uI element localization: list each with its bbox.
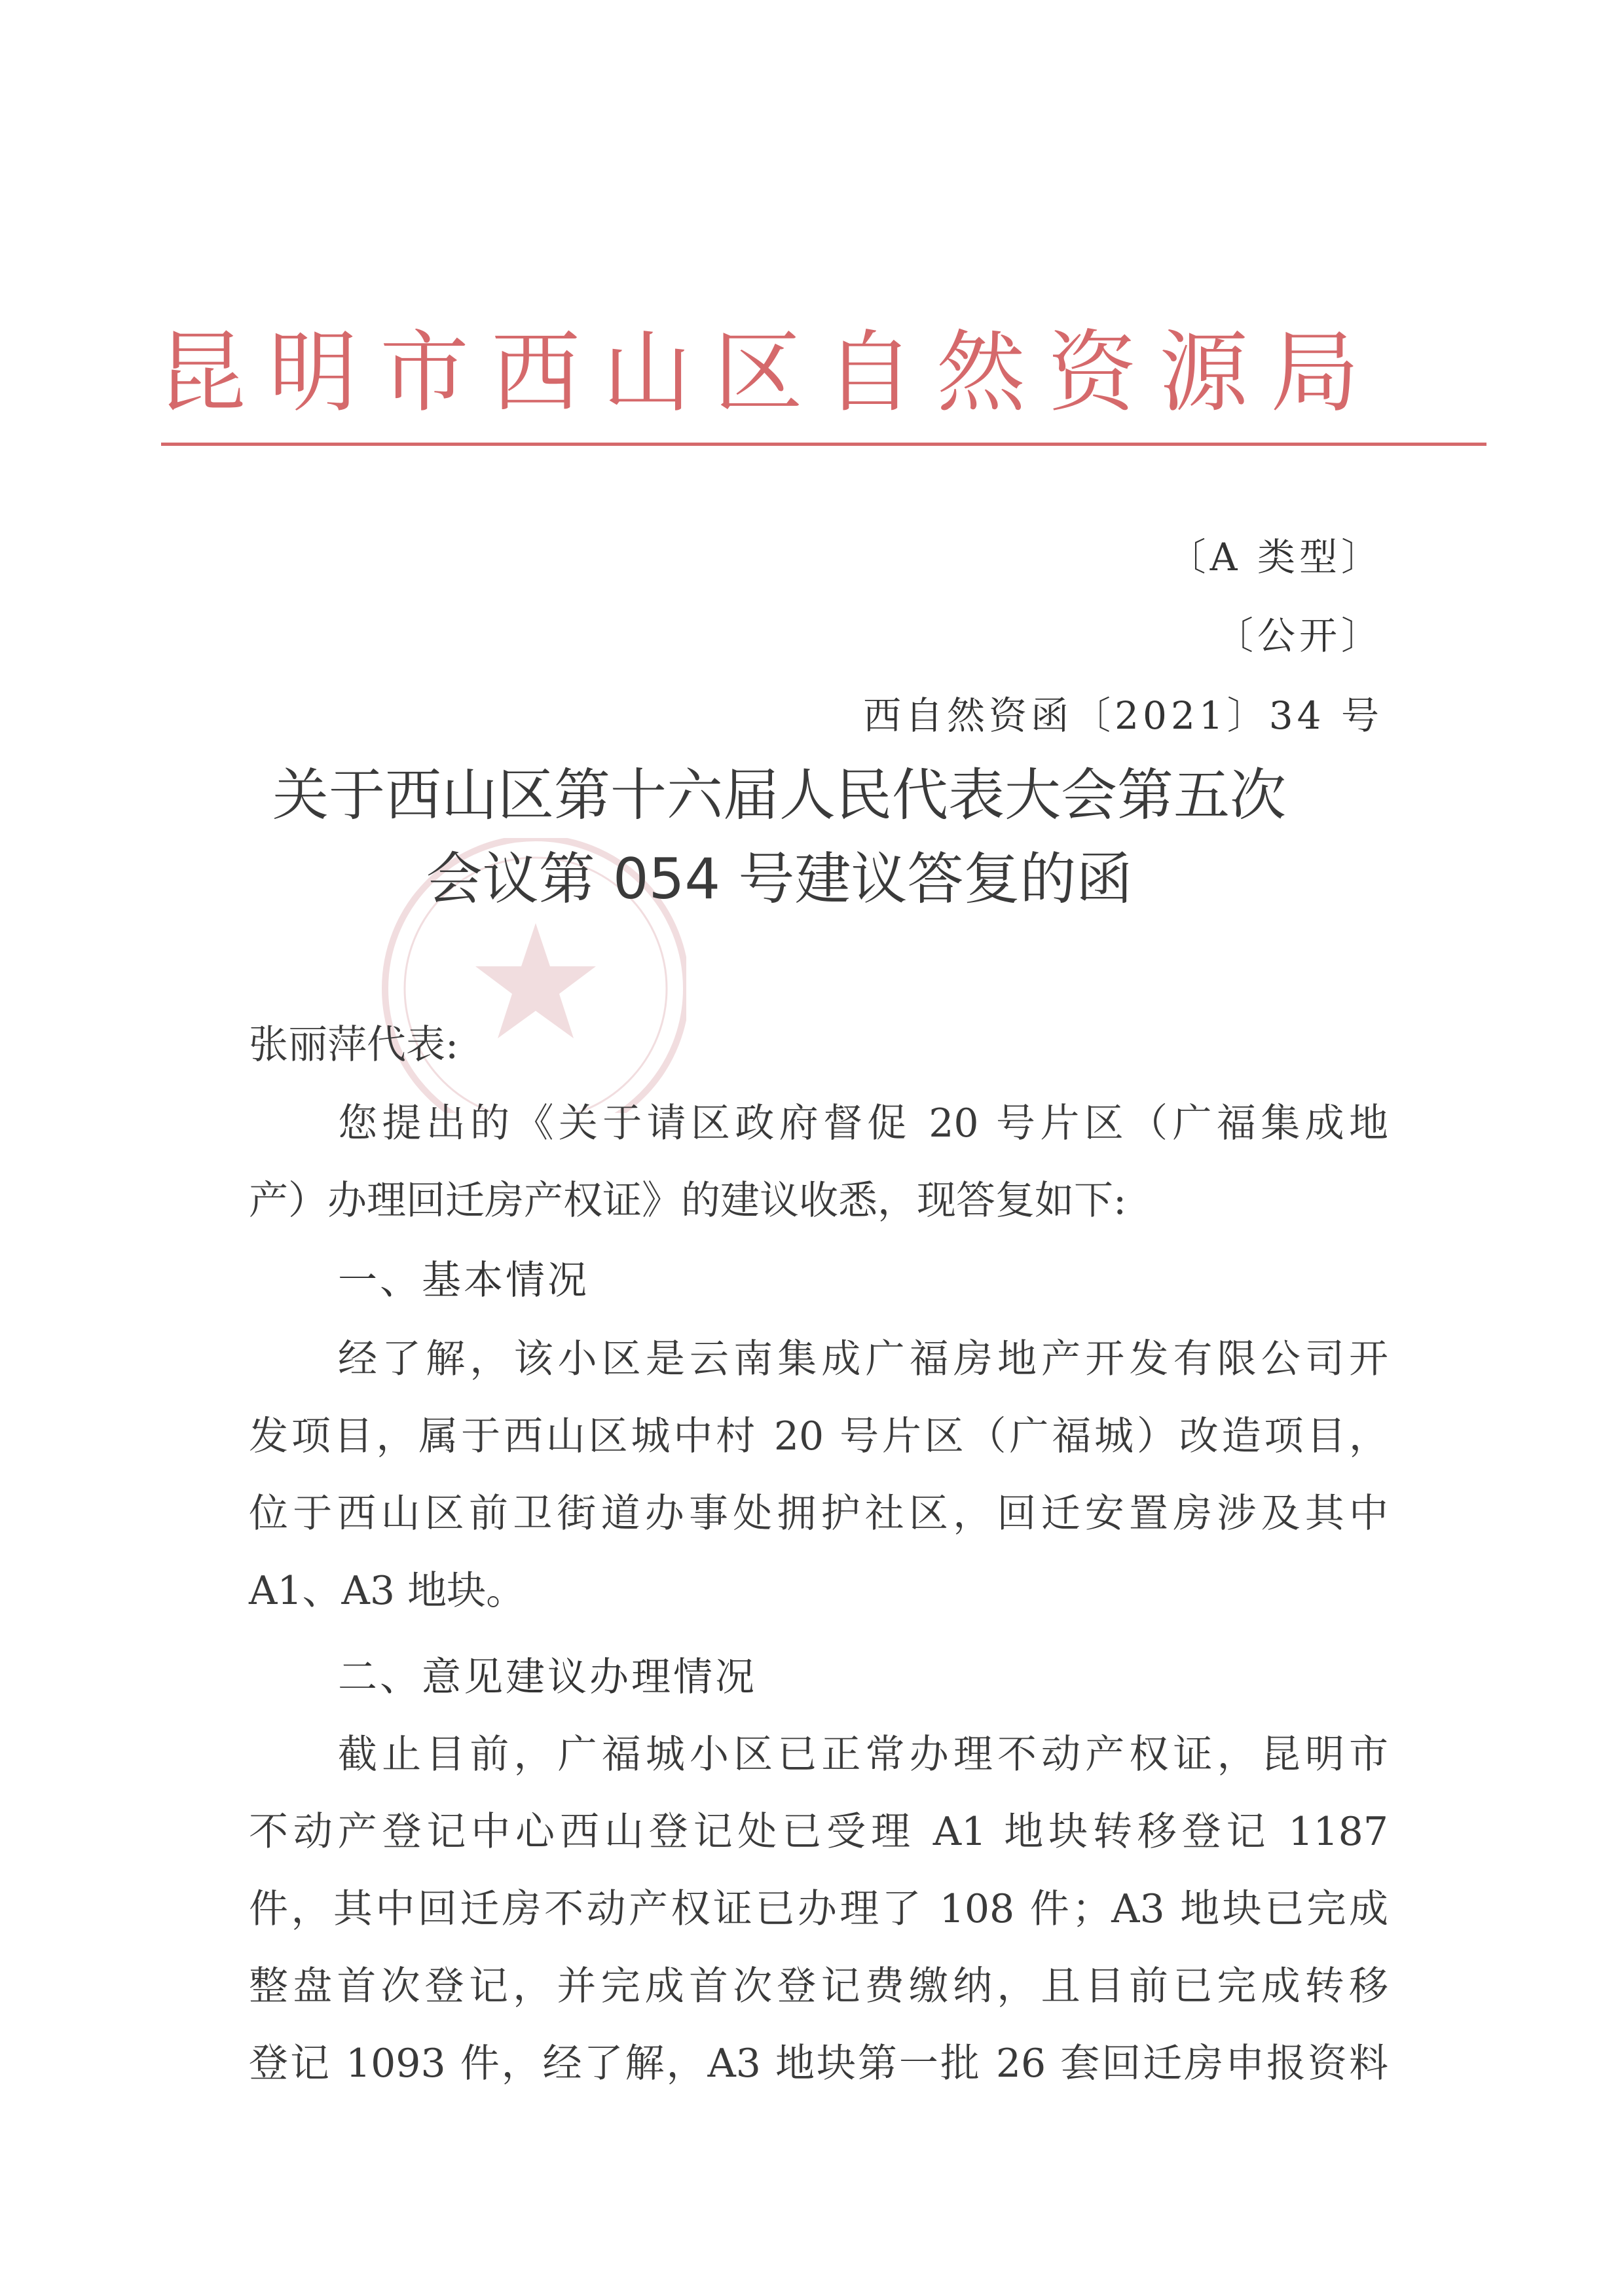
section-1-line: 经了解，该小区是云南集成广福房地产开发有限公司开 <box>338 1336 1388 1382</box>
doc-number: 西自然资函〔2021〕34 号 <box>863 693 1383 738</box>
section-2-line: 不动产登记中心西山登记处已受理 A1 地块转移登记 1187 <box>249 1809 1388 1855</box>
section-1-heading: 一、基本情况 <box>338 1258 589 1303</box>
doc-title-line-2: 会议第 054 号建议答复的函 <box>426 847 1133 912</box>
intro-line-1: 您提出的《关于请区政府督促 20 号片区（广福集成地 <box>338 1101 1388 1146</box>
letterhead-divider <box>161 443 1486 446</box>
intro-line-2: 产）办理回迁房产权证》的建议收悉，现答复如下: <box>249 1178 1127 1224</box>
section-2-line: 截止目前，广福城小区已正常办理不动产权证，昆明市 <box>338 1732 1388 1777</box>
section-2-line: 整盘首次登记，并完成首次登记费缴纳，且目前已完成转移 <box>249 1963 1388 2009</box>
section-1-line: 位于西山区前卫街道办事处拥护社区，回迁安置房涉及其中 <box>249 1491 1388 1537</box>
doc-category: 〔A 类型〕 <box>1168 535 1383 579</box>
section-1-line: A1、A3 地块。 <box>249 1568 526 1614</box>
section-2-line: 件，其中回迁房不动产权证已办理了 108 件；A3 地块已完成 <box>249 1886 1388 1932</box>
section-1-line: 发项目，属于西山区城中村 20 号片区（广福城）改造项目， <box>249 1413 1388 1459</box>
doc-title-line-1: 关于西山区第十六届人民代表大会第五次 <box>272 763 1286 828</box>
section-2-heading: 二、意见建议办理情况 <box>338 1654 757 1700</box>
doc-disclosure: 〔公开〕 <box>1215 613 1383 658</box>
salutation: 张丽萍代表: <box>249 1022 459 1068</box>
section-2-line: 登记 1093 件，经了解，A3 地块第一批 26 套回迁房申报资料 <box>249 2041 1388 2086</box>
letterhead-title: 昆明市西山区自然资源局 <box>157 321 1382 425</box>
